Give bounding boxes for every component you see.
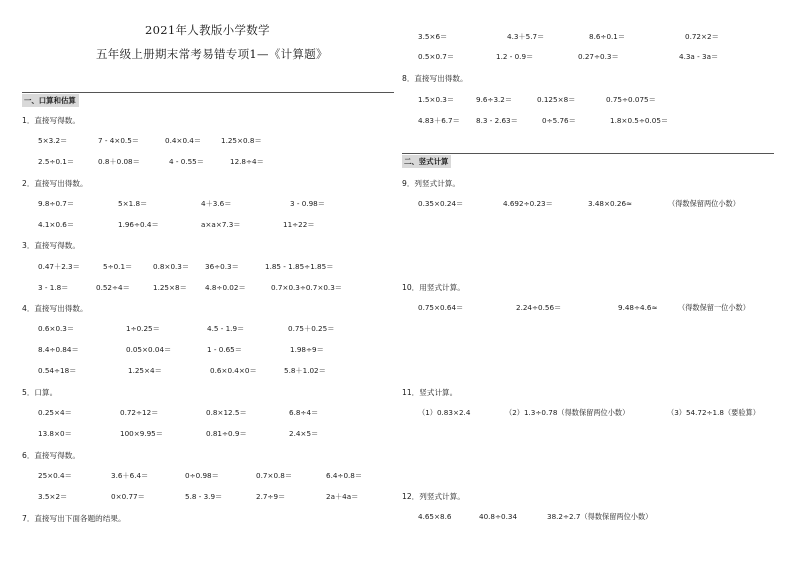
equation: 0.5×0.7＝ [418,52,455,61]
equation: （2）1.3÷0.78（得数保留两位小数） [505,408,630,417]
equation: 1.96÷0.4＝ [118,220,159,229]
equation: 0.75＋0.25＝ [288,324,335,333]
equation: 36÷0.3＝ [205,262,239,271]
equation: 2.24÷0.56＝ [516,303,562,312]
equation: 13.8×0＝ [38,429,72,438]
equation: 3.6＋6.4＝ [111,471,149,480]
page-title: 2021年人教版小学数学 [145,23,270,37]
equation: 4.3＋5.7＝ [507,32,545,41]
equation: 40.8÷0.34 [479,512,518,521]
section-divider [402,153,774,154]
question-label: 7．直接写出下面各题的结果。 [22,514,126,523]
equation: 5.8＋1.02＝ [284,366,326,375]
equation: 3.5×6＝ [418,32,448,41]
equation: 0.72×2＝ [685,32,719,41]
equation: 0.05×0.04＝ [126,345,172,354]
question-label: 10．用竖式计算。 [402,283,465,292]
question-label: 6．直接写得数。 [22,451,80,460]
equation: 2.5÷0.1＝ [38,157,75,166]
equation: 7 - 4×0.5＝ [98,136,139,145]
equation: 1.25×0.8＝ [221,136,262,145]
equation: 1.5×0.3＝ [418,95,455,104]
equation: 0.27÷0.3＝ [578,52,619,61]
equation: 1.98÷9＝ [290,345,324,354]
equation: 6.8÷4＝ [289,408,319,417]
page-subtitle: 五年级上册期末常考易错专项1—《计算题》 [96,47,328,61]
equation: 2a＋4a＝ [326,492,359,501]
section-divider [22,92,394,93]
equation: 1.25×4＝ [128,366,162,375]
equation: 4.5 - 1.9＝ [207,324,245,333]
equation: 4.83＋6.7＝ [418,116,460,125]
equation: 4.8÷0.02＝ [205,283,246,292]
equation: 8.6÷0.1＝ [589,32,626,41]
equation: 0.75÷0.075＝ [606,95,656,104]
equation: 5.8 - 3.9＝ [185,492,223,501]
question-label: 1．直接写得数。 [22,116,80,125]
equation: 4.1×0.6＝ [38,220,75,229]
equation: 0.7×0.8＝ [256,471,293,480]
equation: 0.6×0.3＝ [38,324,75,333]
equation: 0.7×0.3÷0.7×0.3＝ [271,283,342,292]
instruction-note: （得数保留一位小数） [678,303,750,312]
equation: 0.8＋0.08＝ [98,157,140,166]
equation: 3.5×2＝ [38,492,68,501]
equation: 4.692÷0.23＝ [503,199,553,208]
question-label: 11．竖式计算。 [402,388,458,397]
equation: 4 - 0.55＝ [169,157,204,166]
equation: （1）0.83×2.4 [418,408,471,417]
equation: 9.8÷0.7＝ [38,199,75,208]
equation: 3.48×0.26≈ [588,199,633,208]
equation: 9.48÷4.6≈ [618,303,658,312]
equation: 0÷0.98＝ [185,471,219,480]
equation: 0.25×4＝ [38,408,72,417]
equation: 1.25×8＝ [153,283,187,292]
question-label: 8．直接写出得数。 [402,74,468,83]
equation: 5×1.8＝ [118,199,148,208]
section-heading-vertical: 二、竖式计算 [402,155,451,168]
equation: a×a×7.3＝ [201,220,241,229]
equation: 0.8×12.5＝ [206,408,247,417]
equation: 0.6×0.4×0＝ [210,366,257,375]
equation: 0.4×0.4＝ [165,136,202,145]
equation: 0×0.77＝ [111,492,145,501]
equation: 0.81÷0.9＝ [206,429,247,438]
equation: 0.75×0.64＝ [418,303,464,312]
question-label: 12．列竖式计算。 [402,492,465,501]
equation: 0.35×0.24＝ [418,199,464,208]
question-label: 5．口算。 [22,388,58,397]
equation: 6.4÷0.8＝ [326,471,363,480]
equation: 1.2 - 0.9＝ [496,52,534,61]
equation: 4＋3.6＝ [201,199,232,208]
equation: 5÷0.1＝ [103,262,133,271]
equation: 1.85 - 1.85÷1.85＝ [265,262,334,271]
equation: 100×9.95＝ [120,429,163,438]
equation: 0.8×0.3＝ [153,262,190,271]
equation: 0.47＋2.3＝ [38,262,80,271]
equation: 8.3 - 2.63＝ [476,116,518,125]
equation: 8.4÷0.84＝ [38,345,79,354]
equation: 0.54÷18＝ [38,366,77,375]
equation: 38.2÷2.7（得数保留两位小数） [547,512,653,521]
equation: 1.8×0.5÷0.05＝ [610,116,669,125]
equation: 2.7÷9＝ [256,492,286,501]
instruction-note: （得数保留两位小数） [668,199,740,208]
equation: 1 - 0.65＝ [207,345,242,354]
equation: 12.8÷4＝ [230,157,264,166]
equation: （3）54.72÷1.8（要验算） [667,408,760,417]
equation: 4.3a - 3a＝ [679,52,719,61]
question-label: 3．直接写得数。 [22,241,80,250]
equation: 5×3.2＝ [38,136,68,145]
equation: 3 - 0.98＝ [290,199,325,208]
equation: 0.52÷4＝ [96,283,130,292]
equation: 3 - 1.8＝ [38,283,69,292]
question-label: 9．列竖式计算。 [402,179,460,188]
equation: 25×0.4＝ [38,471,72,480]
equation: 2.4×5＝ [289,429,319,438]
equation: 9.6÷3.2＝ [476,95,513,104]
equation: 11÷22＝ [283,220,315,229]
question-label: 4．直接写出得数。 [22,304,88,313]
question-label: 2．直接写出得数。 [22,179,88,188]
equation: 4.65×8.6 [418,512,452,521]
equation: 1÷0.25＝ [126,324,160,333]
section-heading-oral: 一、口算和估算 [22,94,79,107]
equation: 0÷5.76＝ [542,116,576,125]
equation: 0.72÷12＝ [120,408,159,417]
equation: 0.125×8＝ [537,95,576,104]
